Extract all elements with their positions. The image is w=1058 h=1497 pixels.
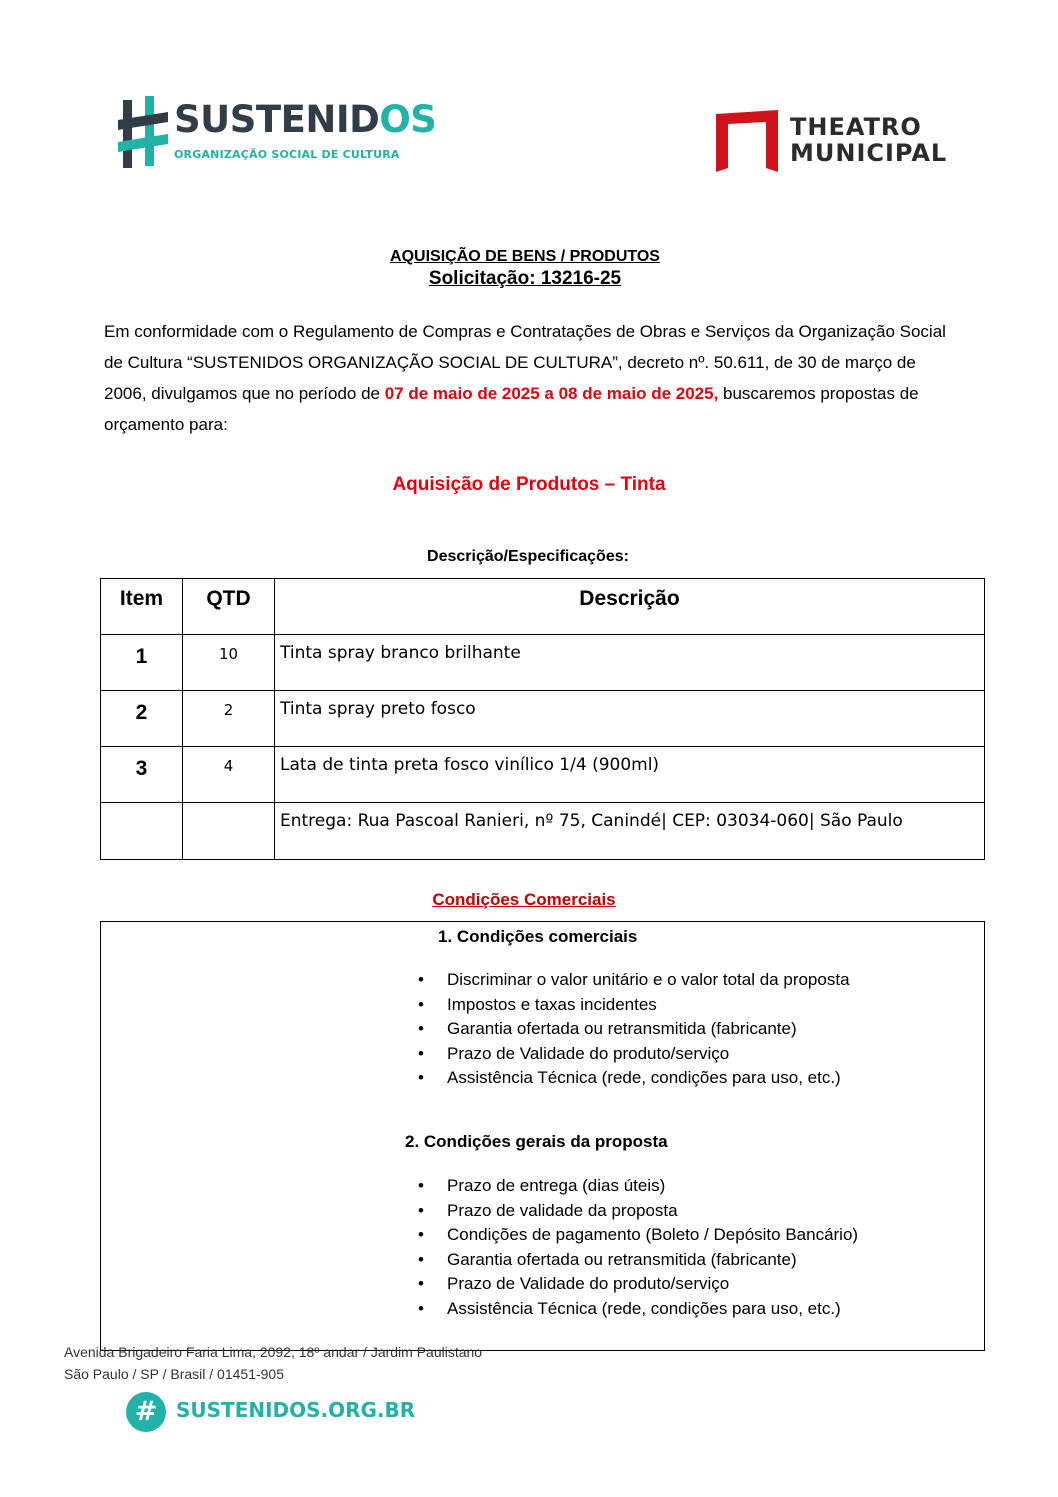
item-number: 3 [101,747,183,803]
specifications-heading: Descrição/Especificações: [427,548,629,565]
item-quantity: 2 [183,691,275,747]
footer-address-line1: Avenida Brigadeiro Faria Lima, 2092, 18º andar / Jardim Paulistano [64,1344,483,1360]
section2-title: 2. Condições gerais da proposta [405,1132,668,1151]
table-row [101,635,985,691]
sustenidos-wordmark: SUSTENIDOS [174,98,437,141]
item-quantity: 4 [183,747,275,803]
list-item: • Garantia ofertada ou retransmitida (fabricante) [418,1248,858,1273]
item-description: Tinta spray preto fosco [275,691,985,747]
sustenidos-logo [118,94,437,174]
header-desc: Descrição [275,579,985,635]
item-description: Lata de tinta preta fosco vinílico 1/4 (900ml) [275,747,985,803]
item-number: 2 [101,691,183,747]
list-item: • Garantia ofertada ou retransmitida (fabricante) [418,1017,850,1042]
table-row [101,747,985,803]
section1-title: 1. Condições comerciais [438,927,638,946]
intro-paragraph: Em conformidade com o Regulamento de Compras e Contratações de Obras e Serviços da Organização Social de Cultura “SUSTENIDOS ORGANIZAÇÃO SOCIAL DE CULTURA”, decreto nº. 50.611, de 30 de março de 2006, divulgamos que no período de 07 de maio de 2025 a 08 de maio de 2025, buscaremos propostas de orçamento para: [104,322,946,434]
item-description: Tinta spray branco brilhante [275,635,985,691]
theatro-municipal-wordmark: THEATRO MUNICIPAL [790,113,948,167]
table-header-row [101,579,985,635]
items-table [100,578,985,860]
list-item: • Impostos e taxas incidentes [418,993,850,1018]
delivery-address: Entrega: Rua Pascoal Ranieri, nº 75, Canindé| CEP: 03034-060| São Paulo [275,803,985,860]
list-item: • Prazo de Validade do produto/serviço [418,1042,850,1067]
theatro-municipal-logo [716,108,956,174]
subject-heading: Aquisição de Produtos – Tinta [392,474,666,495]
website-link[interactable]: SUSTENIDOS.ORG.BR [176,1398,416,1422]
list-item: • Prazo de validade da proposta [418,1199,858,1224]
table-row [101,691,985,747]
footer-logo [126,1392,416,1436]
header-item: Item [101,579,183,635]
theatro-arch-icon [716,110,778,172]
list-item: • Assistência Técnica (rede, condições para uso, etc.) [418,1066,850,1091]
hashtag-symbol: # [134,1396,158,1427]
hashtag-logo-icon [118,94,168,172]
header-qtd: QTD [183,579,275,635]
empty-cell [101,803,183,860]
delivery-row [101,803,985,860]
list-item: • Discriminar o valor unitário e o valor total da proposta [418,968,850,993]
item-number: 1 [101,635,183,691]
list-item: • Assistência Técnica (rede, condições para uso, etc.) [418,1297,858,1322]
sustenidos-tagline: ORGANIZAÇÃO SOCIAL DE CULTURA [174,148,400,161]
footer-address-line2: São Paulo / SP / Brasil / 01451-905 [64,1366,284,1382]
list-item: • Prazo de entrega (dias úteis) [418,1174,858,1199]
empty-cell [183,803,275,860]
list-item: • Prazo de Validade do produto/serviço [418,1272,858,1297]
request-number: Solicitação: 13216-25 [428,268,622,289]
period-highlight: 07 de maio de 2025 a 08 de maio de 2025, [384,384,719,403]
section1-list [418,968,850,1091]
item-quantity: 10 [183,635,275,691]
list-item: • Condições de pagamento (Boleto / Depósito Bancário) [418,1223,858,1248]
commercial-conditions-heading: Condições Comerciais [432,890,616,909]
document-title: AQUISIÇÃO DE BENS / PRODUTOS [390,248,660,265]
section2-list [418,1174,858,1322]
